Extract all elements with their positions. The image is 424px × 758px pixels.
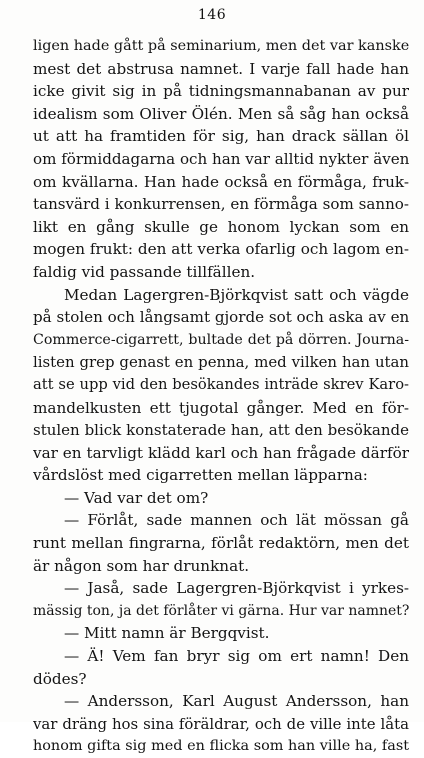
text-line: — Ä! Vem fan bryr sig om ert namn! Den [64,647,409,666]
text-line: Commerce-cigarrett, bultade det på dörren. Journa- [33,331,409,348]
body-text [33,35,409,758]
text-line: honom gifta sig med en flicka som han ville ha, fast [33,738,409,755]
text-line: icke givit sig in på tidningsmannabanan av pur [33,82,409,101]
text-line: att se upp vid den besökandes inträde skrev Karo- [33,375,409,393]
text-line: dödes? [33,669,87,688]
page-number: 146 [197,7,227,23]
text-line: likt en gång skulle ge honom lyckan som en [33,217,409,236]
text-line: ut att ha framtiden för sig, han drack sällan öl [33,127,409,146]
text-line: om kvällarna. Han hade också en förmåga, fruk- [33,172,409,191]
text-line: faldig vid passande tillfällen. [33,262,256,281]
text-line: på stolen och långsamt gjorde sot och aska av en [33,308,409,327]
text-line: var dräng hos sina föräldrar, och de ville inte låta [33,714,409,733]
text-line: stulen blick konstaterade han, att den besökande [33,421,409,440]
text-line: Medan Lagergren-Björkqvist satt och vägde [64,285,409,304]
text-line: mandelkusten ett tjugotal gånger. Med en för- [33,398,409,417]
text-line: runt mellan fingrarna, förlåt redaktörn, men det [33,534,409,553]
text-line: vårdslöst med cigarretten mellan läpparna: [33,466,368,485]
text-line: var en tarvligt klädd karl och han frågade därför [33,443,409,462]
text-line: mest det abstrusa namnet. I varje fall hade han [33,59,409,78]
text-line: — Jaså, sade Lagergren-Björkqvist i yrkes- [64,579,409,598]
text-line: mässig ton, ja det förlåter vi gärna. Hur var namnet? [33,602,409,619]
text-line: — Vad var det om? [64,488,209,507]
text-line: listen grep genast en penna, med vilken han utan [33,353,409,372]
text-line: mogen frukt: den att verka ofarlig och lagom en- [33,240,409,259]
text-line: idealism som Oliver Ölén. Men så såg han också [33,104,409,123]
text-line: ligen hade gått på seminarium, men det var kanske [33,38,409,54]
text-line: — Andersson, Karl August Andersson, han [64,692,409,711]
text-line: — Förlåt, sade mannen och lät mössan gå [64,511,409,530]
text-line: — Mitt namn är Bergqvist. [64,624,270,643]
text-line: om förmiddagarna och han var alltid nykter även [33,149,409,168]
text-line: är någon som har drunknat. [33,556,250,575]
text-line: tansvärd i konkurrensen, en förmåga som sanno- [33,195,409,214]
